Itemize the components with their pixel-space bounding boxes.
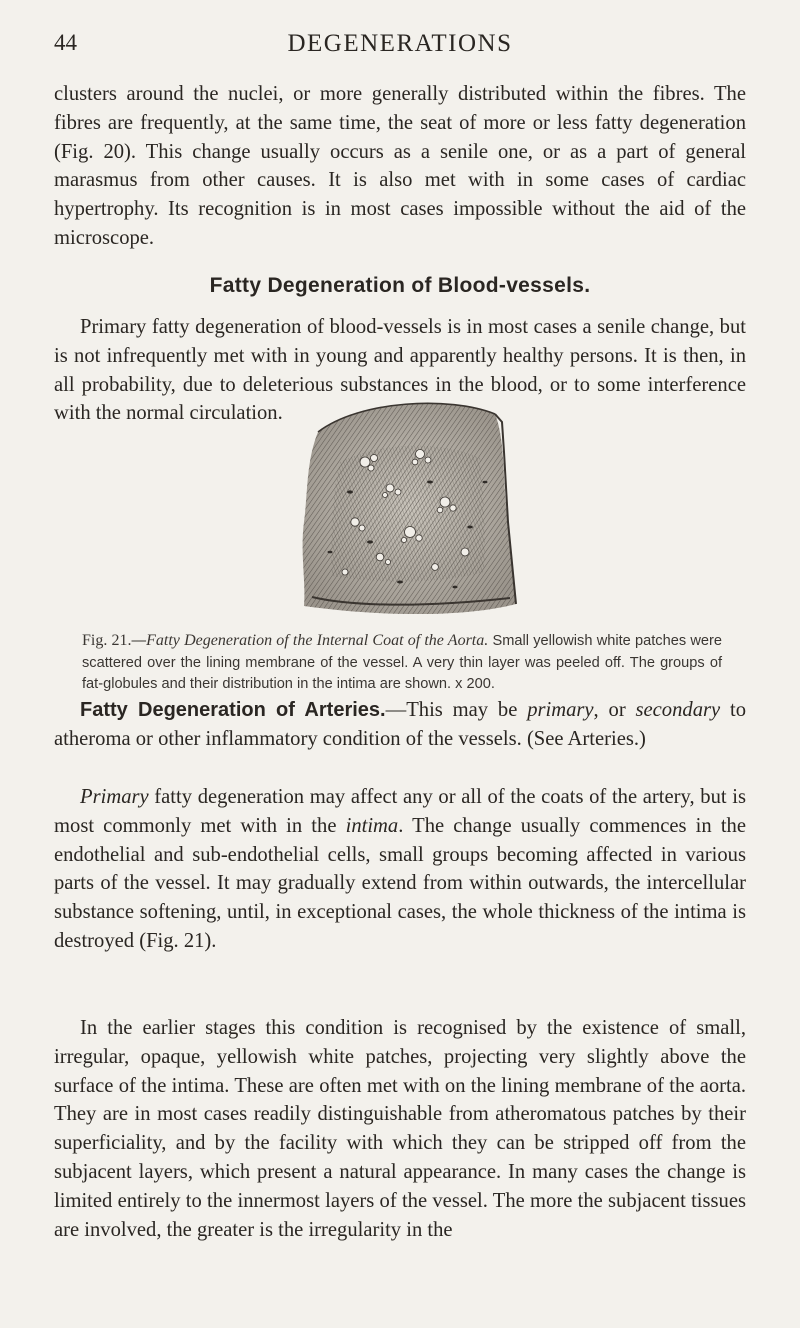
- emphasis-intima: intima: [345, 814, 399, 837]
- figure-title: Fatty Degeneration of the Internal Coat of the Aorta.: [146, 632, 489, 649]
- emphasis-primary: Primary: [80, 786, 149, 808]
- text-run: to atheroma or other inflammatory condition of the vessels. (See Arteries.): [54, 699, 747, 750]
- paragraph-continuation: clusters around the nuclei, or more generally distributed within the fibres. The fibres are frequently, at the same time, the seat of more or less fatty degeneration (Fig. 20). This change usually occurs as a senile one, or as a part of general marasmus from other causes. It is also met with in some cases of cardiac hypertrophy. Its recognition is in most cases impossible without the aid of the microscope.: [54, 83, 746, 249]
- text-run: fatty degeneration may affect any or all of the coats of the artery, but is most commonly met with in the: [54, 786, 746, 837]
- text-run: —This may be: [385, 699, 528, 721]
- running-title: DEGENERATIONS: [287, 30, 513, 57]
- paragraph-primary-degeneration: [54, 783, 746, 956]
- text-run: , or: [593, 699, 636, 721]
- paragraph-blood-vessels: Primary fatty degeneration of blood-vessels is in most cases a senile change, but is not infrequently met with in young and apparently healthy persons. It is then, in all probability, due to deleterious substances in the blood, or to some interference with the normal circulation.: [54, 316, 746, 425]
- page-number: 44: [54, 30, 77, 55]
- figure-aorta-micrograph: [270, 392, 530, 622]
- running-head: [54, 30, 746, 66]
- caption-dash: —: [131, 633, 147, 649]
- paragraph-arteries: [54, 696, 746, 754]
- figure-label: Fig. 21.: [82, 632, 132, 649]
- text-run: . The change usually commences in the endothelial and sub-endothelial cells, small groups becoming affected in various parts of the vessel. It may gradually extend from within outwards, the intercellular substance softening, until, in exceptional cases, the whole thickness of the intima is destroyed (Fig. 21).: [54, 814, 746, 952]
- emphasis-secondary: secondary: [635, 699, 721, 721]
- inline-heading-arteries: Fatty Degeneration of Arteries.: [80, 699, 386, 721]
- figure-description: Small yellowish white patches were scattered over the lining membrane of the vessel. A very thin layer was peeled off. The groups of fat-globules and their distribution in the intima are shown. x 200.: [82, 633, 723, 692]
- paragraph-earlier-stages: In the earlier stages this condition is recognised by the existence of small, irregular, opaque, yellowish white patches, projecting very slightly above the surface of the intima. These are often met with on the lining membrane of the aorta. They are in most cases readily distinguishable from atheromatous patches by their superficiality, and by the facility with which they can be stripped off from the subjacent layers, which present a natural appearance. In many cases the change is limited entirely to the innermost layers of the vessel. The more the subjacent tissues are involved, the greater is the irregularity in the: [54, 1017, 746, 1241]
- emphasis-primary: primary: [527, 699, 594, 721]
- figure-caption: [82, 630, 722, 696]
- section-heading: Fatty Degeneration of Blood-vessels.: [209, 274, 591, 297]
